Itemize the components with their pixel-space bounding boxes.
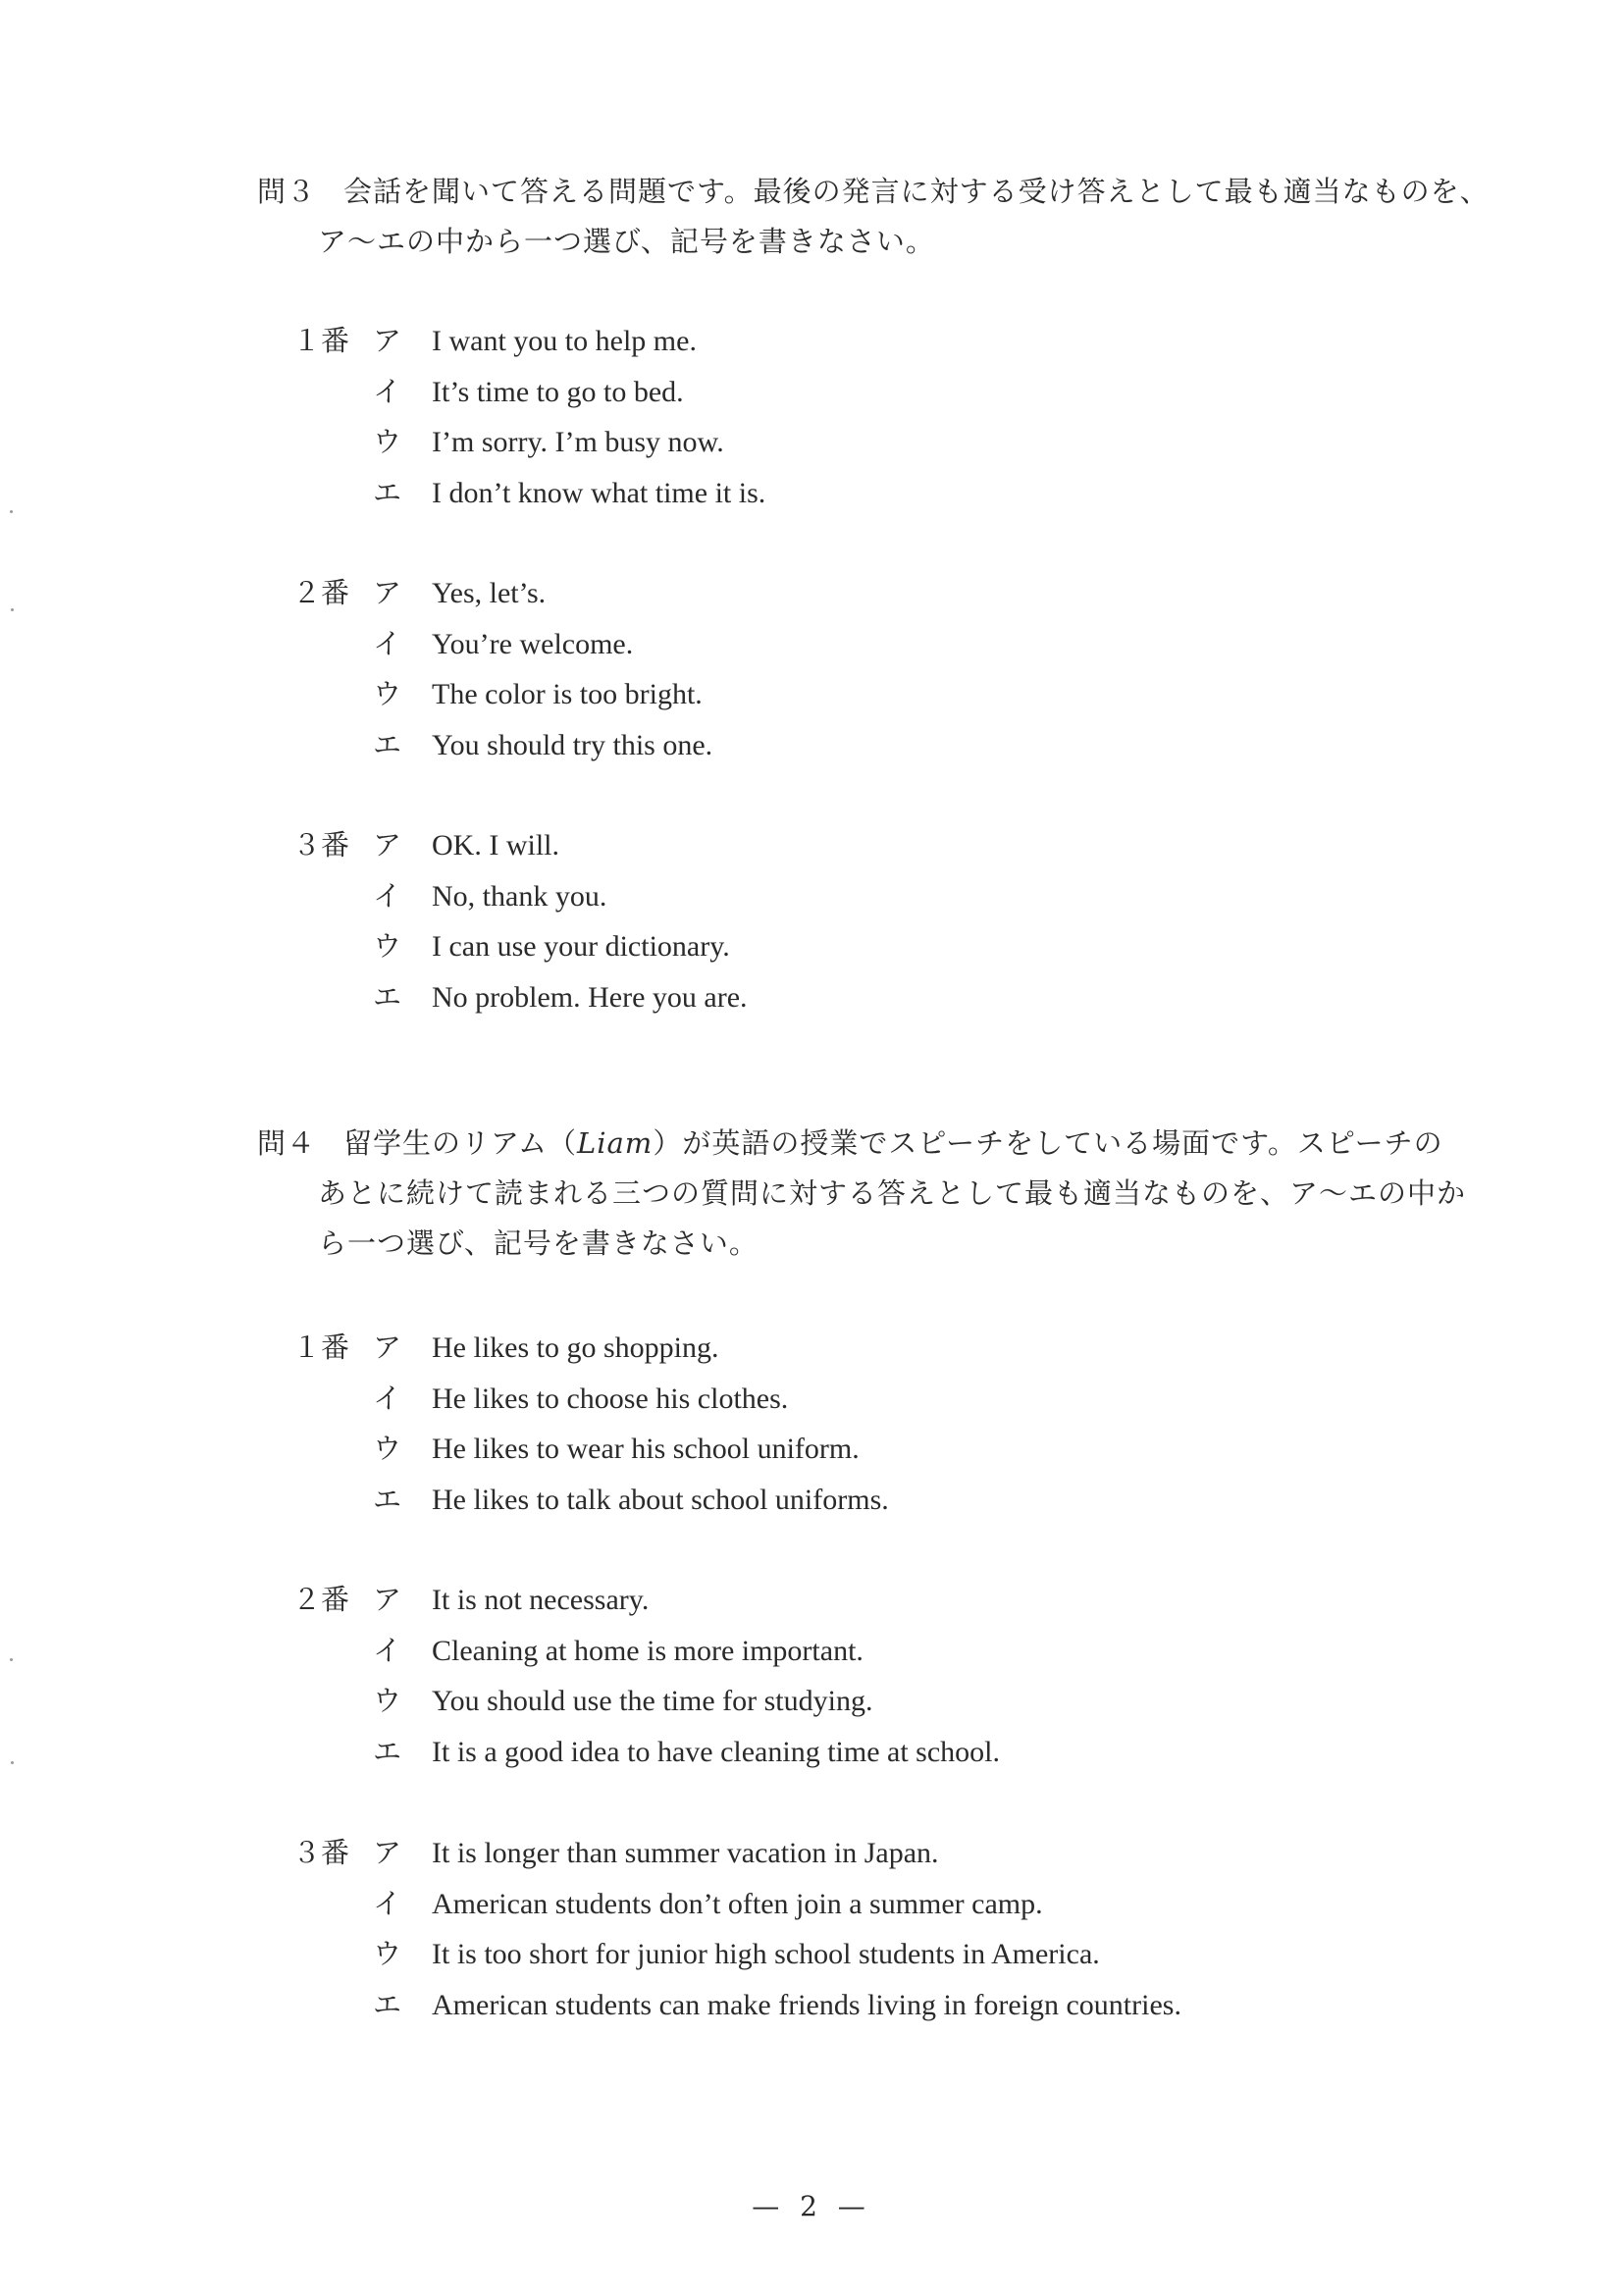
- choice-letter: イ: [373, 878, 402, 913]
- choice-letter: イ: [373, 1633, 402, 1667]
- question-3-text-line2: ア～エの中から一つ選び、記号を書きなさい。: [318, 225, 935, 258]
- choice-letter: エ: [373, 1987, 402, 2021]
- choice-text: You should use the time for studying.: [432, 1685, 873, 1717]
- item-number: ３番: [292, 828, 350, 861]
- choice-text: I’m sorry. I’m busy now.: [432, 426, 724, 458]
- choice-letter: イ: [373, 626, 402, 660]
- question-3-text-line1: 会話を聞いて答える問題です。最後の発言に対する受け答えとして最も適当なものを、: [343, 175, 1490, 208]
- choice-letter: エ: [373, 979, 402, 1014]
- choice-text: You’re welcome.: [432, 627, 634, 660]
- choice-letter: ウ: [373, 425, 402, 458]
- question-4-number: 問４: [257, 1126, 317, 1160]
- choice-letter: エ: [373, 1482, 402, 1516]
- choice-letter: イ: [373, 1381, 402, 1415]
- choice-text: OK. I will.: [432, 829, 559, 861]
- choice-letter: ウ: [373, 677, 402, 710]
- item-number: １番: [292, 324, 350, 357]
- choice-text: Cleaning at home is more important.: [432, 1634, 864, 1667]
- item-number: ２番: [292, 1583, 350, 1616]
- choice-text: The color is too bright.: [432, 678, 703, 710]
- choice-text: Yes, let’s.: [432, 577, 547, 609]
- scan-speck: [10, 510, 13, 513]
- choice-text: He likes to wear his school uniform.: [432, 1433, 860, 1465]
- choice-text: He likes to choose his clothes.: [432, 1382, 789, 1415]
- choice-letter: ア: [373, 1836, 402, 1869]
- item-number: ２番: [292, 576, 350, 609]
- choice-text: It is longer than summer vacation in Japan.: [432, 1837, 939, 1869]
- choice-letter: ウ: [373, 1937, 402, 1970]
- scan-speck: [11, 608, 14, 611]
- scan-speck: [10, 1658, 13, 1661]
- question-4-text-line1-after: ）が英語の授業でスピーチをしている場面です。スピーチの: [653, 1126, 1443, 1160]
- choice-text: He likes to go shopping.: [432, 1331, 719, 1364]
- choice-letter: ア: [373, 828, 402, 861]
- choice-text: American students can make friends living in foreign countries.: [432, 1988, 1181, 2021]
- question-3-instructions: [257, 167, 1490, 267]
- choice-text: American students don’t often join a summer camp.: [432, 1887, 1043, 1920]
- choice-text: No problem. Here you are.: [432, 980, 748, 1014]
- question-3-number: 問３: [257, 175, 317, 208]
- choice-text: It is a good idea to have cleaning time at school.: [432, 1735, 1000, 1768]
- choice-letter: ウ: [373, 929, 402, 963]
- choice-text: It is not necessary.: [432, 1584, 650, 1616]
- question-4-instructions: [257, 1119, 1466, 1269]
- choice-letter: ア: [373, 1583, 402, 1616]
- choice-text: I don’t know what time it is.: [432, 476, 766, 509]
- choice-letter: エ: [373, 727, 402, 761]
- choice-text: It is too short for junior high school students in America.: [432, 1938, 1100, 1970]
- choice-text: You should try this one.: [432, 728, 713, 761]
- choice-letter: エ: [373, 1734, 402, 1768]
- question-4-text-line2: あとに続けて読まれる三つの質問に対する答えとして最も適当なものを、ア～エの中か: [318, 1176, 1467, 1210]
- choice-letter: ア: [373, 324, 402, 357]
- choice-text: I can use your dictionary.: [432, 930, 730, 963]
- item-number: １番: [292, 1331, 350, 1364]
- question-4-text-line3: ら一つ選び、記号を書きなさい。: [318, 1226, 759, 1260]
- scan-speck: [11, 1761, 14, 1764]
- question-4-text-line1-before: 留学生のリアム（: [343, 1126, 577, 1160]
- choice-text: It’s time to go to bed.: [432, 375, 684, 408]
- choice-letter: ア: [373, 1331, 402, 1364]
- choice-text: I want you to help me.: [432, 325, 697, 357]
- choice-text: He likes to talk about school uniforms.: [432, 1483, 889, 1516]
- choice-letter: イ: [373, 1886, 402, 1920]
- choice-letter: イ: [373, 374, 402, 408]
- item-number: ３番: [292, 1836, 350, 1869]
- choice-letter: ア: [373, 576, 402, 609]
- speaker-name: Liam: [576, 1126, 654, 1160]
- choice-text: No, thank you.: [432, 879, 607, 913]
- choice-letter: ウ: [373, 1432, 402, 1465]
- choice-letter: エ: [373, 475, 402, 509]
- page-number: — 2 —: [752, 2190, 871, 2222]
- choice-letter: ウ: [373, 1684, 402, 1717]
